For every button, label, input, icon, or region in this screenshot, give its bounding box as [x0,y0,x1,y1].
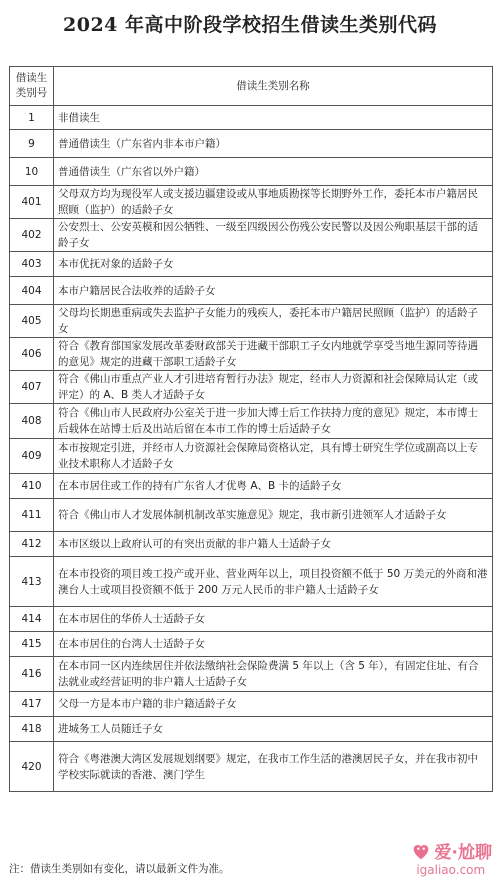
category-name: 进城务工人员随迁子女 [54,717,493,742]
category-code: 414 [10,607,54,632]
category-name: 父母均长期患重病或失去监护子女能力的残疾人，委托本市户籍居民照顾（监护）的适龄子女 [54,305,493,338]
category-name: 本市区级以上政府认可的有突出贡献的非户籍人士适龄子女 [54,532,493,557]
category-code: 403 [10,252,54,277]
category-name: 符合《教育部国家发展改革委财政部关于进藏干部职工子女内地就学享受当地生源同等待遇的意见》规定的进藏干部职工适龄子女 [54,338,493,371]
table-row [10,130,493,158]
table-row [10,371,493,404]
category-name: 普通借读生（广东省以外户籍） [54,158,493,186]
table-row [10,277,493,305]
category-code: 408 [10,404,54,439]
category-code: 418 [10,717,54,742]
category-name: 本市户籍居民合法收养的适龄子女 [54,277,493,305]
category-code: 9 [10,130,54,158]
category-name: 在本市居住的华侨人士适龄子女 [54,607,493,632]
category-code: 404 [10,277,54,305]
category-code: 401 [10,186,54,219]
header-code: 借读生类别号 [10,67,54,106]
category-code: 416 [10,657,54,692]
category-code: 413 [10,557,54,607]
category-name: 符合《佛山市人才发展体制机制改革实施意见》规定，我市新引进领军人才适龄子女 [54,499,493,532]
category-code: 411 [10,499,54,532]
table-row [10,252,493,277]
table-row [10,692,493,717]
table-row [10,219,493,252]
table-row [10,557,493,607]
category-name: 在本市同一区内连续居住并依法缴纳社会保险费满 5 年以上（含 5 年），有固定住址、有合法就业或经营证明的非户籍人士适龄子女 [54,657,493,692]
watermark-url: igaliao.com [416,863,486,877]
table-row [10,742,493,792]
category-code: 406 [10,338,54,371]
footnote: 注：借读生类别如有变化，请以最新文件为准。 [9,863,230,875]
category-code: 409 [10,439,54,474]
category-name: 符合《佛山市重点产业人才引进培育暂行办法》规定，经市人力资源和社会保障局认定（或评定）的 A、B 类人才适龄子女 [54,371,493,404]
table-row [10,106,493,130]
watermark-logo [410,838,492,863]
category-name: 符合《粤港澳大湾区发展规划纲要》规定，在我市工作生活的港澳居民子女，并在我市初中学校实际就读的香港、澳门学生 [54,742,493,792]
table-row [10,532,493,557]
table-row [10,305,493,338]
category-code: 415 [10,632,54,657]
page-title: 2024 年高中阶段学校招生借读生类别代码 [63,14,437,36]
category-code: 402 [10,219,54,252]
table-row [10,186,493,219]
category-name: 本市按规定引进，并经市人力资源社会保障局资格认定，具有博士研究生学位或副高以上专业技术职称人才适龄子女 [54,439,493,474]
heart-logo-icon [410,840,432,862]
category-name: 公安烈士、公安英模和因公牺牲、一级至四级因公伤残公安民警以及因公殉职基层干部的适龄子女 [54,219,493,252]
table-row [10,632,493,657]
category-code: 405 [10,305,54,338]
category-name: 父母一方是本市户籍的非户籍适龄子女 [54,692,493,717]
table-row [10,404,493,439]
table-row [10,499,493,532]
watermark-brand: 爱·尬聊 [434,843,492,863]
table-row [10,474,493,499]
table-row [10,657,493,692]
table-body [10,106,493,792]
category-name: 在本市居住或工作的持有广东省人才优粤 A、B 卡的适龄子女 [54,474,493,499]
category-code: 410 [10,474,54,499]
category-code: 407 [10,371,54,404]
category-name: 在本市居住的台湾人士适龄子女 [54,632,493,657]
table-row [10,439,493,474]
category-code: 417 [10,692,54,717]
category-code: 420 [10,742,54,792]
category-code-table [9,66,493,792]
table-row [10,607,493,632]
table-header-row [10,67,493,106]
table-row [10,158,493,186]
header-name: 借读生类别名称 [54,67,493,106]
category-name: 普通借读生（广东省内非本市户籍） [54,130,493,158]
category-name: 本市优抚对象的适龄子女 [54,252,493,277]
category-name: 符合《佛山市人民政府办公室关于进一步加大博士后工作扶持力度的意见》规定，本市博士后载体在站博士后及出站后留在本市工作的博士后适龄子女 [54,404,493,439]
watermark [410,838,492,877]
category-name: 在本市投资的项目竣工投产或开业、营业两年以上，项目投资额不低于 50 万美元的外商和港澳台人士或项目投资额不低于 200 万元人民币的非户籍人士适龄子女 [54,557,493,607]
table-row [10,717,493,742]
category-name: 非借读生 [54,106,493,130]
table-row [10,338,493,371]
category-code: 412 [10,532,54,557]
category-code: 10 [10,158,54,186]
category-code: 1 [10,106,54,130]
category-name: 父母双方均为现役军人或支援边疆建设或从事地质勘探等长期野外工作，委托本市户籍居民照顾（监护）的适龄子女 [54,186,493,219]
